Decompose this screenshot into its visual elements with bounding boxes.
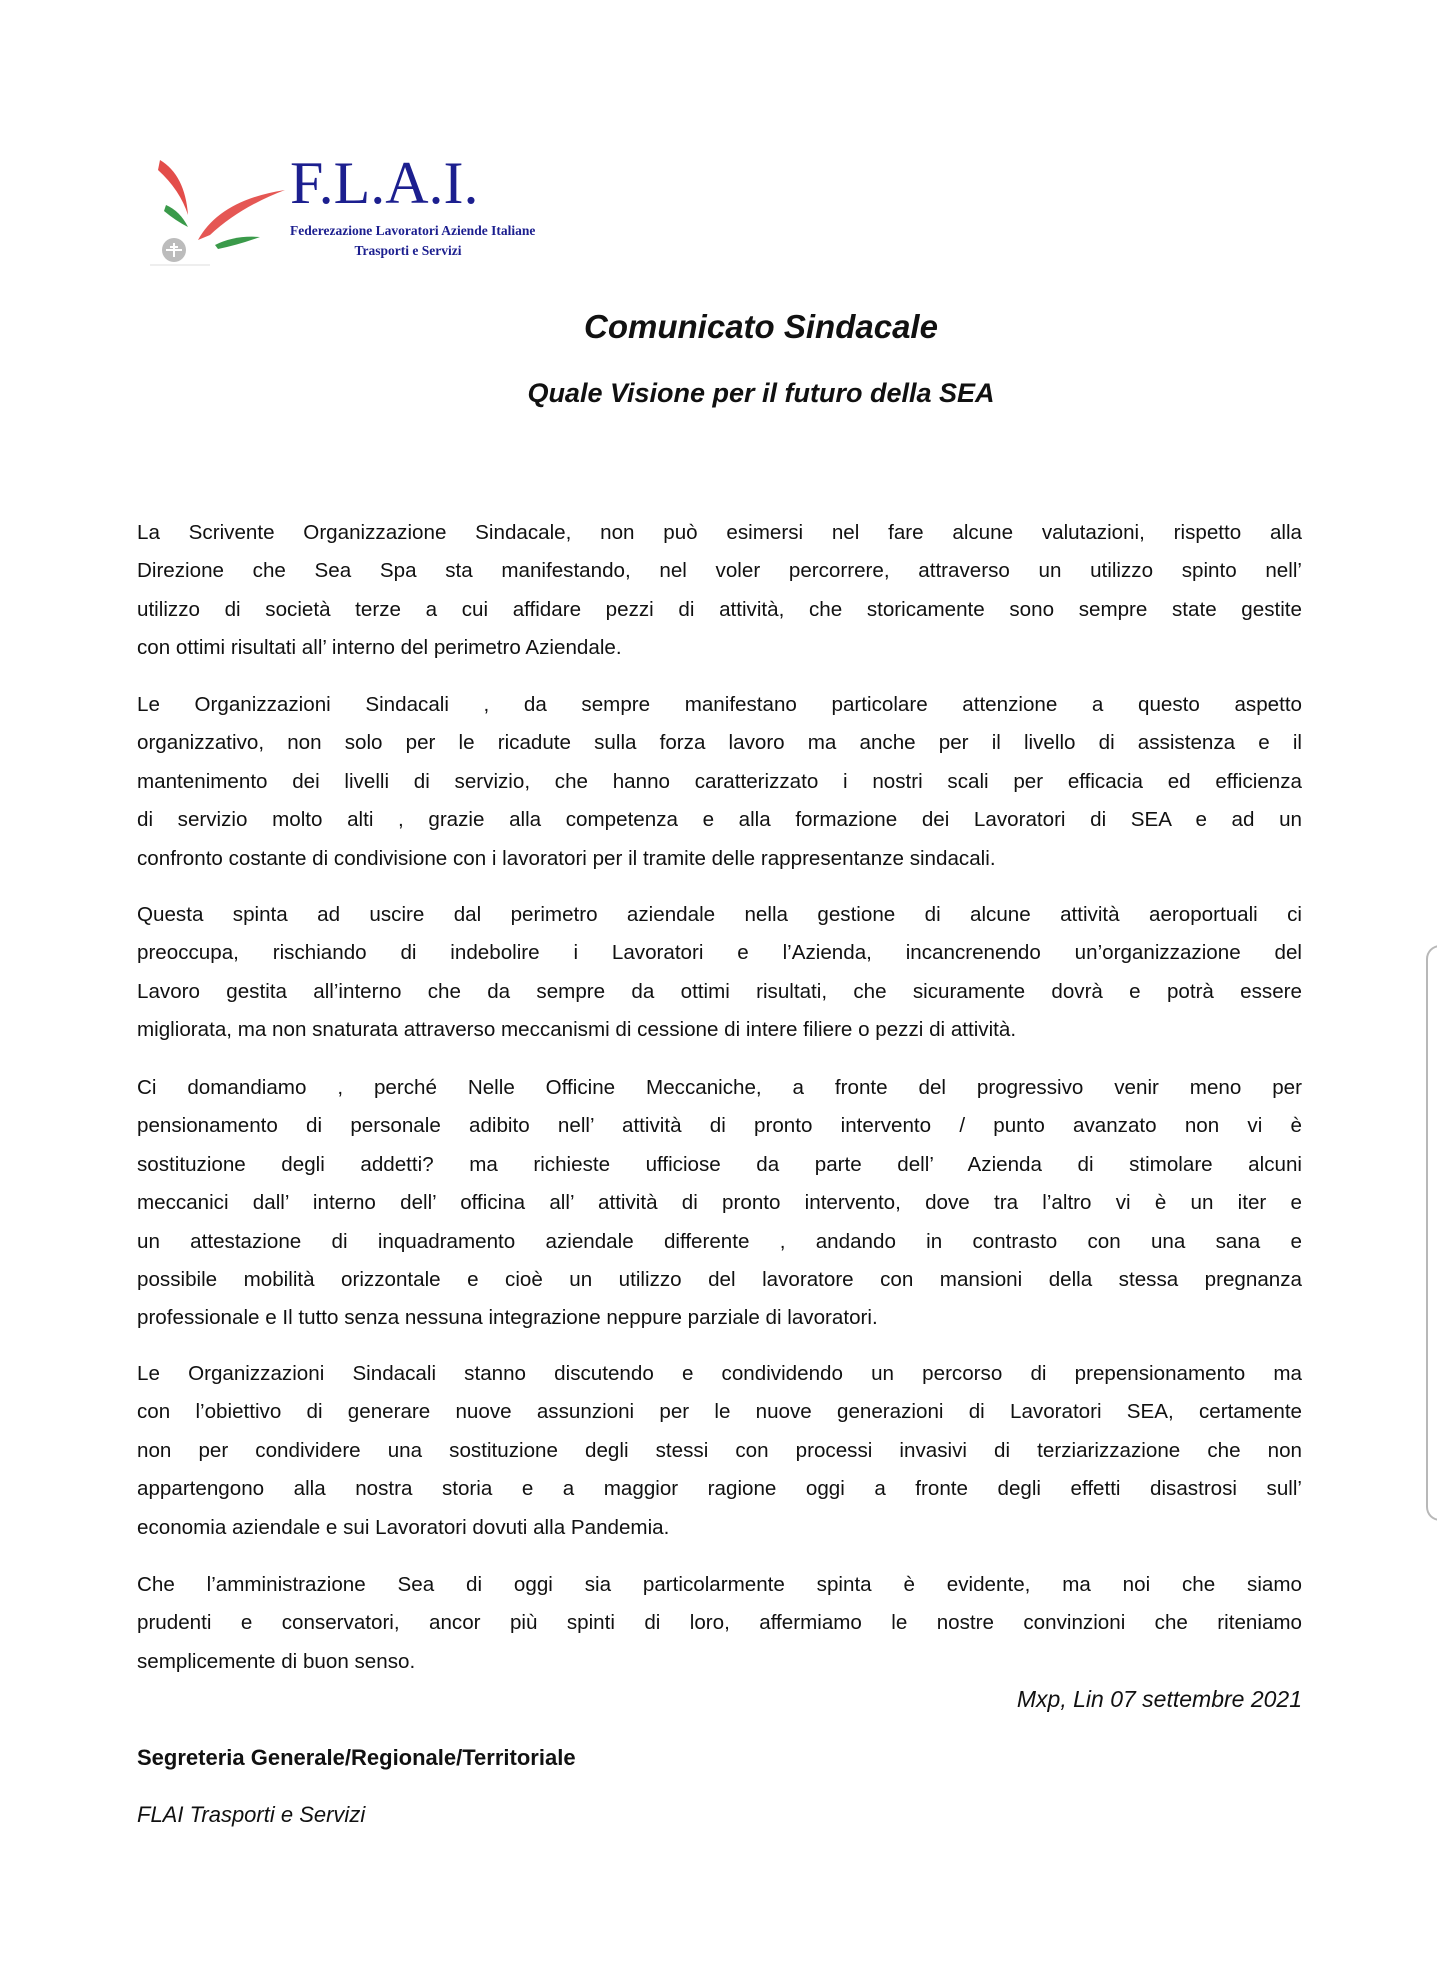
paragraph-line: economia aziendale e sui Lavoratori dovuti alla Pandemia. xyxy=(137,1515,670,1539)
paragraph xyxy=(137,514,1302,668)
paragraph-line: mantenimento dei livelli di servizio, che hanno caratterizzato i nostri scali per efficacia ed efficienza xyxy=(137,769,1302,793)
paragraph-line: La Scrivente Organizzazione Sindacale, non può esimersi nel fare alcune valutazioni, rispetto alla xyxy=(137,521,1302,544)
paragraph-line: preoccupa, rischiando di indebolire i Lavoratori e l’Azienda, incancrenendo un’organizzazione del xyxy=(137,941,1302,965)
paragraph-line: Le Organizzazioni Sindacali , da sempre manifestano particolare attenzione a questo aspetto xyxy=(137,693,1302,716)
paragraph xyxy=(137,896,1302,1050)
paragraph-line: appartengono alla nostra storia e a maggior ragione oggi a fronte degli effetti disastrosi sull’ xyxy=(137,1477,1302,1501)
document-title: Comunicato Sindacale xyxy=(584,308,938,345)
scrollbar[interactable] xyxy=(1426,945,1437,1521)
document-subtitle: Quale Visione per il futuro della SEA xyxy=(527,378,995,408)
paragraph-line: professionale e Il tutto senza nessuna integrazione neppure parziale di lavoratori. xyxy=(137,1306,878,1330)
paragraph xyxy=(137,1566,1302,1681)
paragraph-line: pensionamento di personale adibito nell’ attività di pronto intervento / punto avanzato non vi è xyxy=(137,1114,1302,1138)
paragraph-line: organizzativo, non solo per le ricadute sulla forza lavoro ma anche per il livello di assistenza e il xyxy=(137,731,1302,755)
paragraph-line: di servizio molto alti , grazie alla competenza e alla formazione dei Lavoratori di SEA e ad un xyxy=(137,808,1302,832)
paragraph-line: possibile mobilità orizzontale e cioè un utilizzo del lavoratore con mansioni della stessa pregnanza xyxy=(137,1267,1302,1291)
paragraph-line: Lavoro gestita all’interno che da sempre da ottimi risultati, che sicuramente dovrà e potrà essere xyxy=(137,979,1302,1003)
paragraph-line: con l’obiettivo di generare nuove assunzioni per le nuove generazioni di Lavoratori SEA, certamente xyxy=(137,1400,1302,1424)
logo-subtitle: Trasporti e Servizi xyxy=(354,243,462,258)
paragraph-line: con ottimi risultati all’ interno del perimetro Aziendale. xyxy=(137,636,622,660)
paragraph-line: sostituzione degli addetti? ma richieste ufficiose da parte dell’ Azienda di stimolare alcuni xyxy=(137,1152,1302,1176)
paragraph xyxy=(137,1069,1302,1338)
paragraph-line: confronto costante di condivisione con i lavoratori per il tramite delle rappresentanze sindacali. xyxy=(137,846,996,870)
paragraph xyxy=(137,1355,1302,1547)
paragraph-line: meccanici dall’ interno dell’ officina all’ attività di pronto intervento, dove tra l’altro vi è un iter e xyxy=(137,1191,1302,1215)
paragraph-line: Questa spinta ad uscire dal perimetro aziendale nella gestione di alcune attività aeroportuali ci xyxy=(137,903,1302,926)
flai-logo xyxy=(140,145,550,270)
logo-full-name: Federezazione Lavoratori Aziende Italiane xyxy=(290,223,536,238)
signature: Segreteria Generale/Regionale/Territoriale xyxy=(137,1745,576,1770)
paragraph-line: Ci domandiamo , perché Nelle Officine Meccaniche, a fronte del progressivo venir meno per xyxy=(137,1076,1302,1099)
paragraph-line: semplicemente di buon senso. xyxy=(137,1649,416,1673)
paragraph xyxy=(137,686,1302,878)
paragraph-line: un attestazione di inquadramento aziendale differente , andando in contrasto con una sana e xyxy=(137,1229,1302,1253)
date-line: Mxp, Lin 07 settembre 2021 xyxy=(1016,1686,1302,1712)
paragraph-line: non per condividere una sostituzione degli stessi con processi invasivi di terziarizzazione che non xyxy=(137,1438,1302,1462)
paragraph-line: prudenti e conservatori, ancor più spinti di loro, affermiamo le nostre convinzioni che riteniamo xyxy=(137,1611,1302,1635)
organization-name: FLAI Trasporti e Servizi xyxy=(137,1802,366,1827)
paragraph-line: Che l’amministrazione Sea di oggi sia particolarmente spinta è evidente, ma noi che siamo xyxy=(137,1573,1302,1596)
flai-logo-graphic xyxy=(140,145,550,270)
paragraph-line: migliorata, ma non snaturata attraverso meccanismi di cessione di intere filiere o pezzi di attività. xyxy=(137,1018,1017,1042)
paragraph-line: utilizzo di società terze a cui affidare pezzi di attività, che storicamente sono sempre state gestite xyxy=(137,597,1302,621)
paragraph-line: Direzione che Sea Spa sta manifestando, nel voler percorrere, attraverso un utilizzo spinto nell’ xyxy=(137,559,1302,583)
paragraph-line: Le Organizzazioni Sindacali stanno discutendo e condividendo un percorso di prepensionamento ma xyxy=(137,1362,1302,1385)
logo-acronym: F.L.A.I. xyxy=(290,150,479,216)
